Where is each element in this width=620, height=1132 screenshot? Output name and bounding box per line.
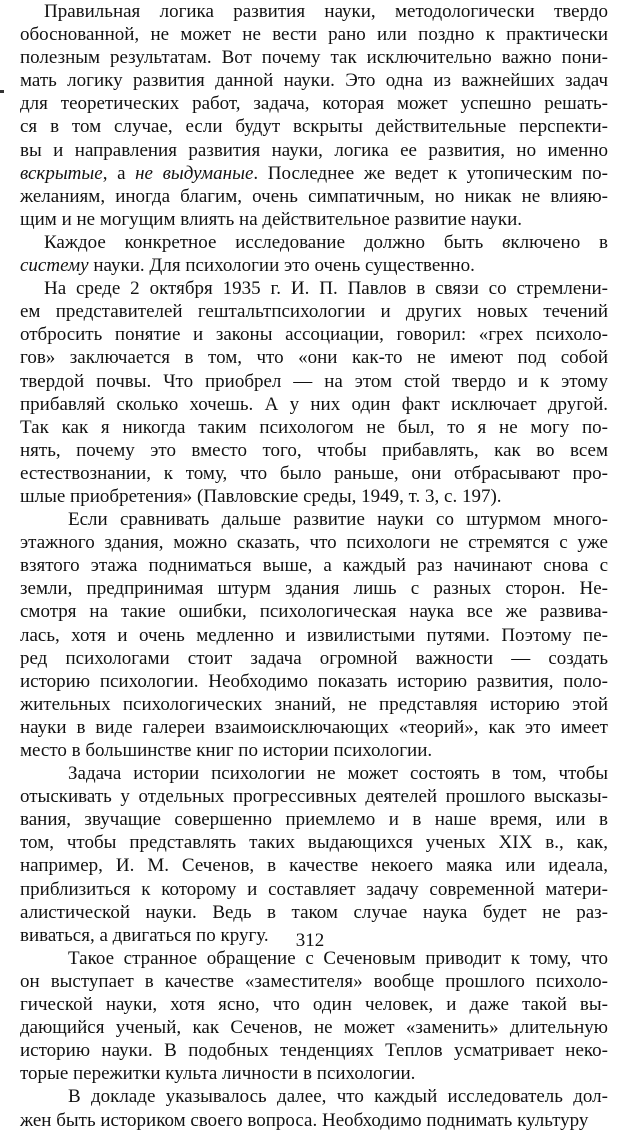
text-line: земли, предпринимая штурм здания лишь с разных сторон. Не- [20,578,608,600]
text-line: том, чтобы представлять таких выдающихся ученых XIX в., как, [20,832,608,854]
text-line: В докладе указывалось далее, что каждый исследователь дол- [68,1086,608,1108]
text-line: для теоретических работ, задача, которая может успешно решать- [20,93,608,115]
text-line: алистической науки. Ведь в таком случае наука будет не раз- [20,901,608,923]
text-line: Задача истории психологии не может состоять в том, чтобы [68,763,608,785]
text-line: вания, звучащие совершенно приемлемо и в наше время, или в [20,809,608,831]
text-line: систему науки. Для психологии это очень существенно. [20,255,475,277]
text-line: лась, хотя и очень медленно и извилистыми путями. Поэтому пе- [20,624,608,646]
paragraph [20,0,608,231]
text-line: например, И. М. Сеченов, в качестве некоего маяка или идеала, [20,855,608,877]
text-line: шлые приобретения» (Павловские среды, 1949, т. 3, с. 197). [20,485,502,507]
text-line: этажного здания, можно сказать, что психологи не стремятся с уже [20,532,608,554]
text-line: На среде 2 октября 1935 г. И. П. Павлов в связи со стремлени- [44,278,608,300]
text-line: ем представителей гештальтпсихологии и других новых течений [20,301,608,323]
text-line: ред психологами стоит задача огромной важности — создать [20,647,608,669]
text-line: ся в том случае, если будут вскрыты действительные перспекти- [20,116,608,138]
text-line: Правильная логика развития науки, методологически твердо [44,1,608,22]
text-line: историю психологии. Необходимо показать историю развития, поло- [20,670,608,692]
page-number: 312 [295,930,325,951]
margin-mark [0,90,4,93]
text-line: смотря на такие ошибки, психологическая наука все же развива- [20,601,608,623]
text-line: жен быть историком своего вопроса. Необходимо поднимать культуру [20,1109,589,1131]
emphasis: вскрытые [20,162,103,184]
emphasis: не выдуманые [135,162,254,184]
text-line: Если сравнивать дальше развитие науки со штурмом много- [68,509,608,531]
text-line: взятого этажа подниматься выше, а каждый раз начинают снова с [20,555,608,577]
emphasis: систему [20,255,89,277]
text-line: дающийся ученый, как Сеченов, не может «заменить» длительную [20,1017,608,1039]
text-line: нять, почему это вместо того, чтобы прибавлять, как во всем [20,439,608,461]
text-line: жительных психологических знаний, не представляя историю этой [20,693,608,715]
text-line: гической науки, хотя ясно, что один человек, и даже такой вы- [20,994,608,1016]
paragraph [20,508,608,762]
text-line: приблизиться к которому и составляет задачу современной матери- [20,878,608,900]
text-line: науки в виде галереи взаимоисключающих «теорий», как это имеет [20,716,608,738]
text-line: торые пережитки культа личности в психологии. [20,1063,416,1085]
text-line: желаниям, иногда благим, очень симпатичным, но никак не влияю- [20,185,608,207]
paragraph [20,947,608,1086]
body-text [20,0,608,1132]
text-line: полезным результатам. Вот почему так исключительно важно пони- [20,47,608,69]
text-line: гов» заключается в том, что «они как-то не имеют под собой [20,347,608,369]
text-line: историю науки. В подобных тенденциях Теплов усматривает неко- [20,1040,608,1062]
text-line: обоснованной, не может не вести рано или поздно к практически [20,24,608,46]
text-line: твердой почвы. Что приобрел — на этом стой твердо и к этому [20,370,608,392]
text-line: Такое странное обращение с Сеченовым приводит к тому, что [68,947,608,969]
paragraph [20,762,608,947]
emphasis: в [483,231,511,253]
paragraph [20,231,608,277]
text-line: отбросить понятие и законы ассоциации, говорил: «грех психоло- [20,324,608,346]
text-line: Так как я никогда таким психологом не был, то я не могу по- [20,416,608,438]
text-line: вскрытые, а не выдуманые. Последнее же ведет к утопическим по- [20,162,608,184]
text-line: отыскивать у отдельных прогрессивных деятелей прошлого высказы- [20,786,608,808]
text-line: он выступает в качестве «заместителя» вообще прошлого психоло- [20,970,608,992]
paragraph [20,277,608,508]
text-line: место в большинстве книг по истории психологии. [20,740,433,761]
text-line: щим и не могущим влиять на действительное развитие науки. [20,208,523,230]
paragraph [20,1085,608,1131]
text-line: виваться, а двигаться по кругу. [20,924,269,946]
text-line: мать логику развития данной науки. Это одна из важнейших задач [20,70,608,92]
text-line: вы и направления развития науки, логика ее развития, но именно [20,139,608,161]
text-line: естествознании, к тому, что было раньше, они отбрасывают про- [20,462,608,484]
text-line: прибавляй сколько хочешь. А у них один факт исключает другой. [20,393,608,415]
text-line: Каждое конкретное исследование должно быть включено в [44,231,609,253]
